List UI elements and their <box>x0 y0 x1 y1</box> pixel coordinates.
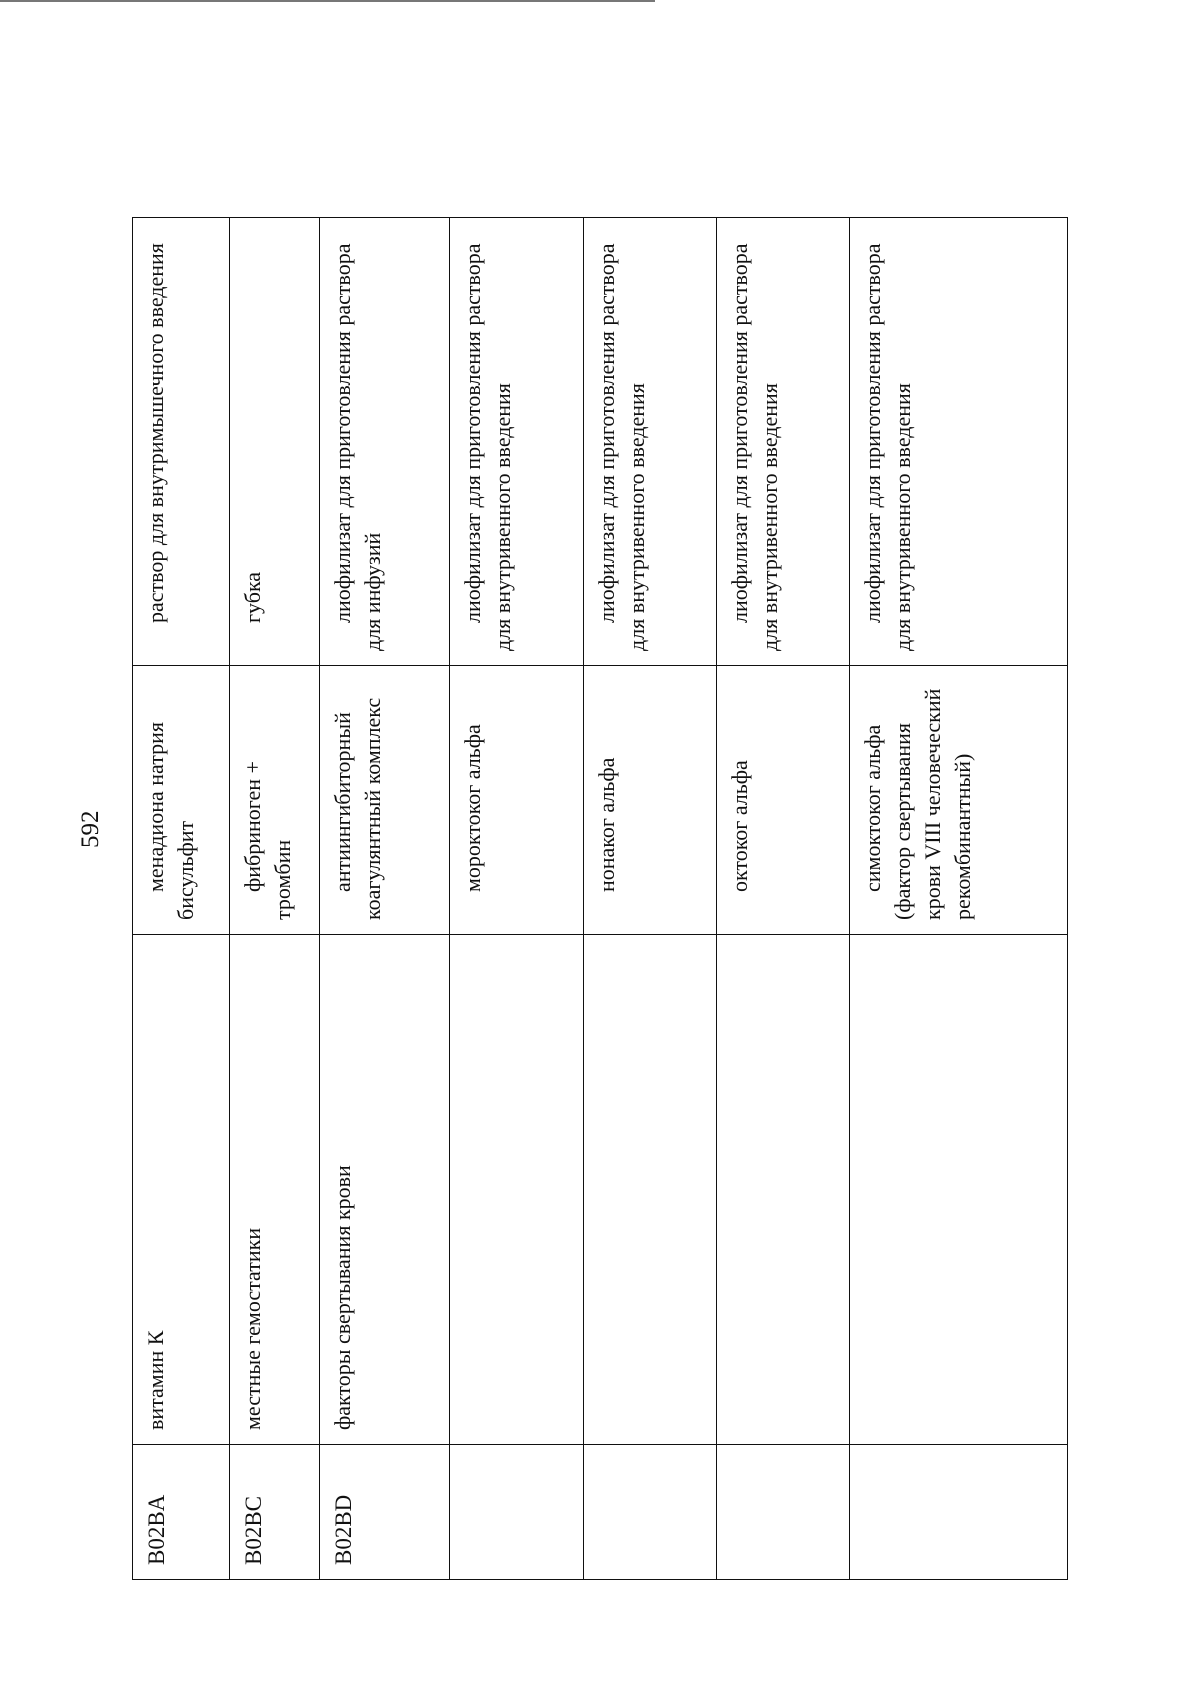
drug-name-cell: октоког альфа <box>717 665 850 934</box>
table-row <box>230 217 320 1579</box>
dosage-form-cell: лиофилизат для приготовления раствора для инфузий <box>320 217 450 665</box>
drug-name-cell: симоктоког альфа (фактор свертывания крови VIII человеческий рекомбинантный) <box>850 665 1068 934</box>
group-cell: факторы свертывания крови <box>320 935 450 1445</box>
drug-name-cell: мороктоког альфа <box>450 665 584 934</box>
drug-table <box>132 217 1068 1580</box>
dosage-form-cell: губка <box>230 217 320 665</box>
dosage-form-cell: лиофилизат для приготовления раствора для внутривенного введения <box>850 217 1068 665</box>
group-cell <box>450 935 584 1445</box>
group-cell <box>717 935 850 1445</box>
group-cell: витамин К <box>133 935 230 1445</box>
atc-code-cell <box>450 1445 584 1580</box>
atc-code-cell: B02BC <box>230 1445 320 1580</box>
table-row <box>584 217 717 1579</box>
dosage-form-cell: раствор для внутримышечного введения <box>133 217 230 665</box>
drug-name-cell: нонаког альфа <box>584 665 717 934</box>
page-number: 592 <box>77 810 104 848</box>
drug-name-cell: фибриноген + тромбин <box>230 665 320 934</box>
drug-name-cell: антиингибиторный коагулянтный комплекс <box>320 665 450 934</box>
table-row <box>850 217 1068 1579</box>
group-cell <box>850 935 1068 1445</box>
table-row <box>320 217 450 1579</box>
dosage-form-cell: лиофилизат для приготовления раствора для внутривенного введения <box>450 217 584 665</box>
scan-top-edge-line <box>0 0 655 2</box>
table-row <box>133 217 230 1579</box>
atc-code-cell: B02BD <box>320 1445 450 1580</box>
group-cell <box>584 935 717 1445</box>
group-cell: местные гемостатики <box>230 935 320 1445</box>
table-row <box>717 217 850 1579</box>
atc-code-cell: B02BA <box>133 1445 230 1580</box>
table-row <box>450 217 584 1579</box>
drug-name-cell: менадиона натрия бисульфит <box>133 665 230 934</box>
atc-code-cell <box>584 1445 717 1580</box>
dosage-form-cell: лиофилизат для приготовления раствора для внутривенного введения <box>584 217 717 665</box>
atc-code-cell <box>850 1445 1068 1580</box>
drug-table-rotated <box>132 218 1067 1580</box>
atc-code-cell <box>717 1445 850 1580</box>
dosage-form-cell: лиофилизат для приготовления раствора для внутривенного введения <box>717 217 850 665</box>
